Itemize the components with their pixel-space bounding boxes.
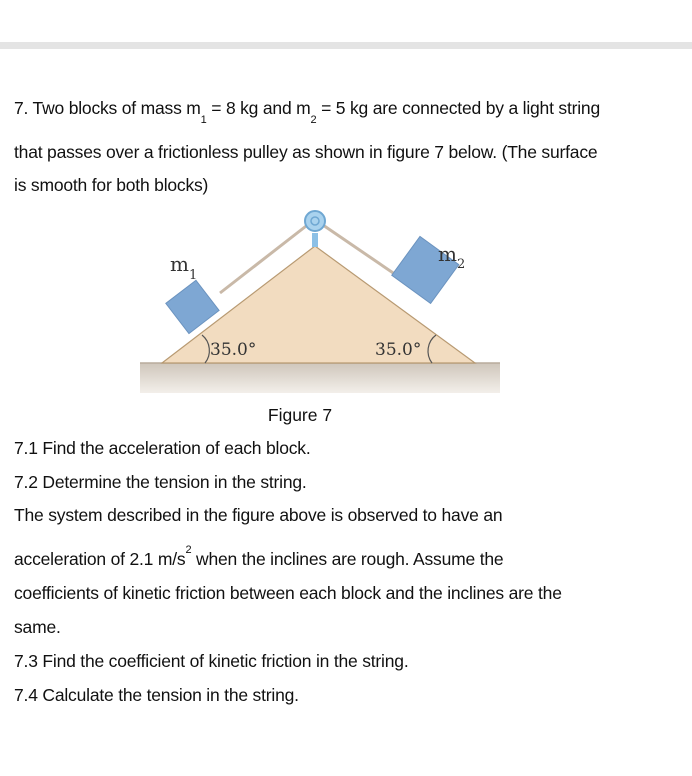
angle-left-label: 35.0° (210, 340, 257, 360)
acceleration-text-2: when the inclines are rough. Assume the (191, 549, 504, 569)
question-line-3: is smooth for both blocks) (14, 175, 209, 195)
intro-text-2: = 8 kg and m (206, 98, 311, 118)
part-7-3: 7.3 Find the coefficient of kinetic friction in the string. (14, 651, 409, 671)
question-line-2: that passes over a frictionless pulley as shown in figure 7 below. (The surface (14, 142, 598, 162)
rough-text-line-3: coefficients of kinetic friction between each block and the inclines are the (14, 583, 562, 603)
m1-subscript: 1 (200, 114, 207, 126)
intro-text: 7. Two blocks of mass m (14, 98, 201, 118)
question-line-1 (14, 98, 600, 126)
incline-pulley-figure (140, 203, 500, 393)
angle-right-label: 35.0° (375, 340, 422, 360)
rough-text-line-2 (14, 544, 504, 570)
part-7-4: 7.4 Calculate the tension in the string. (14, 685, 299, 705)
figure-caption: Figure 7 (267, 405, 333, 425)
part-7-1: 7.1 Find the acceleration of each block. (14, 438, 311, 458)
squared-superscript: 2 (185, 544, 192, 556)
m2-label: $m_2$ (438, 242, 466, 272)
m1-label: $m_1$ (170, 252, 198, 283)
top-divider-bar (0, 42, 692, 49)
part-7-2: 7.2 Determine the tension in the string. (14, 472, 307, 492)
m2-subscript: 2 (310, 114, 317, 126)
incline-diagram-icon (140, 203, 500, 393)
intro-text-3: = 5 kg are connected by a light string (316, 98, 600, 118)
rough-text-line-1: The system described in the figure above is observed to have an (14, 505, 503, 525)
rough-text-line-4: same. (14, 617, 61, 637)
acceleration-text: acceleration of 2.1 m/s (14, 549, 186, 569)
